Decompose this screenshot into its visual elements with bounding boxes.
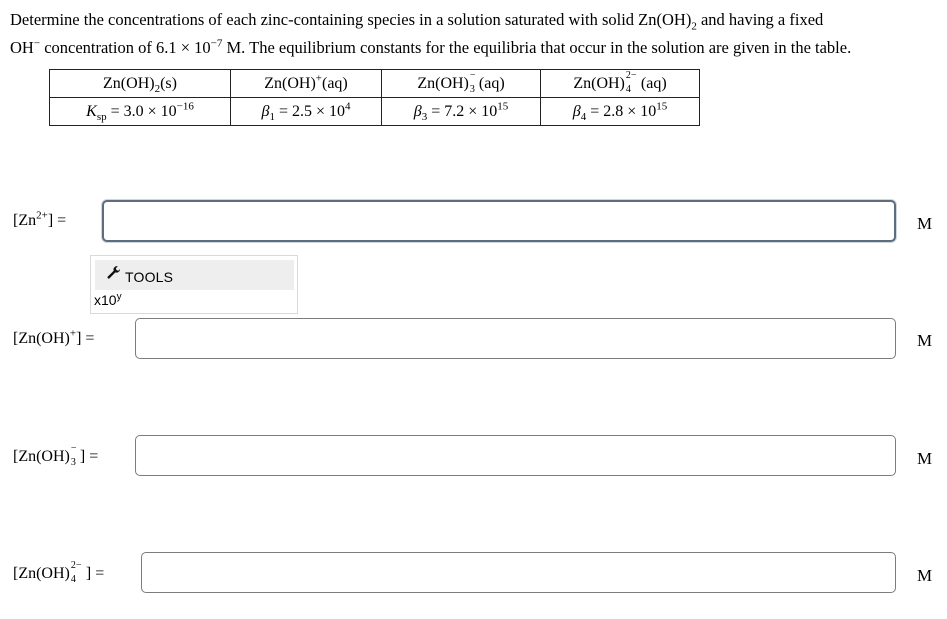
table-header-cell: $Zn(OH)_2(s)$ — [50, 70, 231, 98]
zn2-answer-input[interactable] — [102, 200, 896, 242]
tools-label: TOOLS — [125, 269, 174, 285]
znoh-unit: M — [917, 331, 933, 350]
znoh4-label: [Zn(OH) 2− 4 ] = — [13, 560, 105, 586]
table-value-row — [50, 98, 700, 126]
zn2-label: $[Zn^{2+}]$ = — [13, 209, 67, 229]
znoh4-answer-input[interactable] — [141, 552, 896, 593]
table-header-cell: Zn(OH) 2− 4 (aq) — [541, 70, 700, 98]
table-header-cell: Zn(OH) − 3 (aq) — [382, 70, 541, 98]
x10-power-button[interactable]: x10$^y$ — [94, 291, 122, 308]
znoh4-unit: M — [917, 566, 933, 585]
znoh-label: [Zn(OH)+] = — [13, 327, 95, 347]
znoh3-answer-input[interactable] — [135, 435, 896, 476]
question-line-2: OH− concentration of $6.1 \times 10^{-7}$ M. The equilibrium constants for the equilibria that occur in the solution are given in the table. — [10, 37, 852, 57]
table-header-row — [50, 70, 700, 98]
table-value-cell: $\beta_1 = 2.5 \times 10^4$ — [231, 98, 382, 126]
equilibrium-constants-table — [49, 69, 700, 126]
table-header-cell: Zn(OH)+(aq) — [231, 70, 382, 98]
tools-button[interactable] — [95, 260, 294, 290]
znoh3-unit: M — [917, 449, 933, 468]
table-value-cell: $\beta_4 = 2.8 \times 10^{15}$ — [541, 98, 700, 126]
wrench-icon — [107, 266, 121, 283]
question-text — [10, 6, 940, 62]
question-line-1: Determine the concentrations of each zinc-containing species in a solution saturated with solid $Zn(OH)_2$ and having a fixed — [10, 10, 824, 33]
zn2-unit: M — [917, 214, 933, 233]
znoh-answer-input[interactable] — [135, 318, 896, 359]
table-value-cell: $\beta_3 = 7.2 \times 10^{15}$ — [382, 98, 541, 126]
znoh3-label: [Zn(OH) − 3 ] = — [13, 443, 99, 469]
tools-panel — [90, 255, 298, 314]
table-value-cell: $K_{sp} = 3.0 \times 10^{-16}$ — [50, 98, 231, 126]
